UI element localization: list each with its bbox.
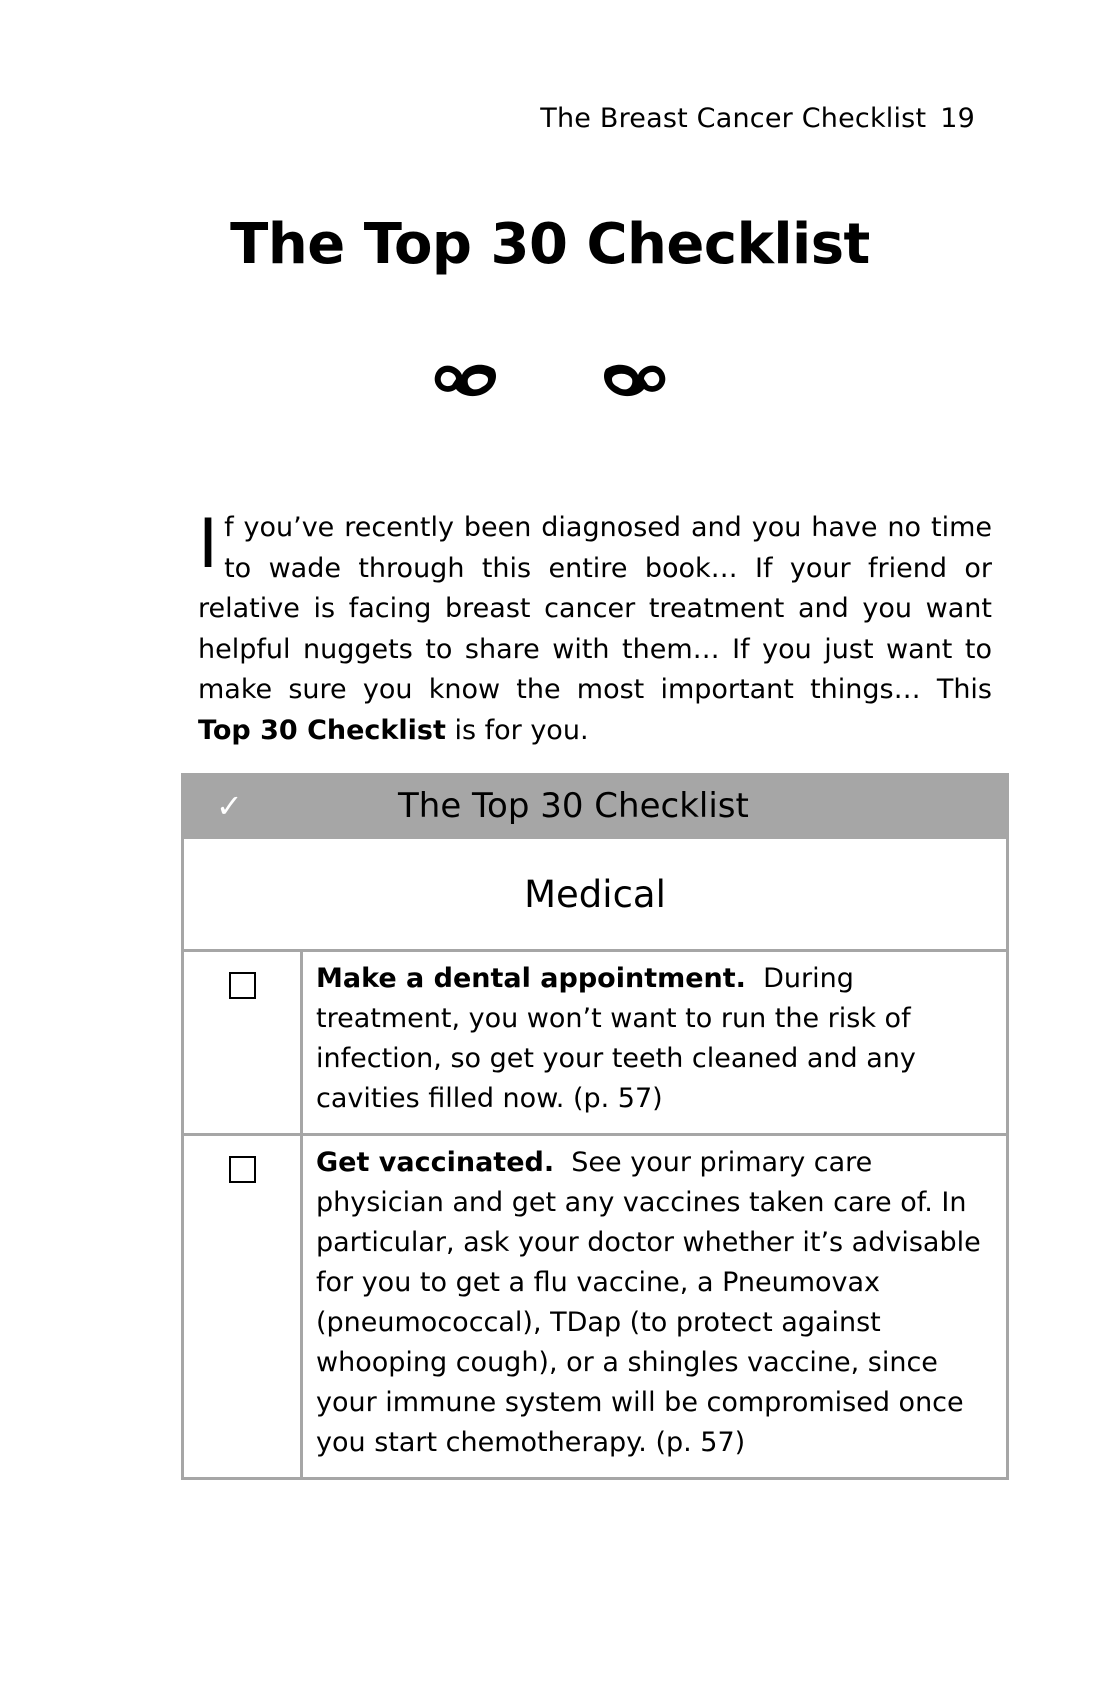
fleuron-left-icon [432, 359, 502, 403]
ornament-divider [0, 350, 1100, 404]
running-title: The Breast Cancer Checklist [540, 103, 927, 134]
checklist-item-text [302, 951, 1008, 1135]
drop-cap: I [198, 505, 219, 584]
intro-text: f you’ve recently been diagnosed and you have no time to wade through this entire book… If your friend or relative is facing breast cancer treatment and you want helpful nuggets to share with them… If you just want to make sure you know the most important things… This [198, 512, 992, 705]
fleuron-right-icon [598, 359, 668, 403]
item-body: During treatment, you won’t want to run the risk of infection, so get your teeth cleaned and any cavities filled now. (p. 57) [316, 963, 916, 1114]
item-title: Get vaccinated. [316, 1147, 555, 1178]
item-title: Make a dental appointment. [316, 963, 746, 994]
checklist-item-text [302, 1135, 1008, 1479]
checkbox[interactable] [229, 972, 256, 999]
intro-paragraph [198, 505, 992, 751]
item-body: See your primary care physician and get any vaccines taken care of. In particular, ask your doctor whether it’s advisable for you to get a flu vaccine, a Pneumovax (pneumococcal), TDap (to protect against whooping cough), or a shingles vaccine, since your immune system will be compromised once you start chemotherapy. (p. 57) [316, 1147, 981, 1458]
checklist-header-row [183, 775, 1008, 838]
page-title: The Top 30 Checklist [230, 212, 870, 277]
section-title-medical: Medical [183, 838, 1008, 951]
checklist-item [183, 1135, 1008, 1479]
checklist-header-title: The Top 30 Checklist [302, 775, 1008, 838]
checklist-item [183, 951, 1008, 1135]
page-number: 19 [940, 103, 975, 134]
intro-text-end: is for you. [445, 714, 589, 746]
checkbox-cell [183, 1135, 302, 1479]
intro-bold-text: Top 30 Checklist [198, 714, 446, 746]
checklist-table [181, 773, 1009, 1480]
running-header [540, 103, 975, 134]
checkbox[interactable] [229, 1156, 256, 1183]
checkbox-cell [183, 951, 302, 1135]
section-row [183, 838, 1008, 951]
check-mark-icon: ✓ [183, 775, 302, 838]
